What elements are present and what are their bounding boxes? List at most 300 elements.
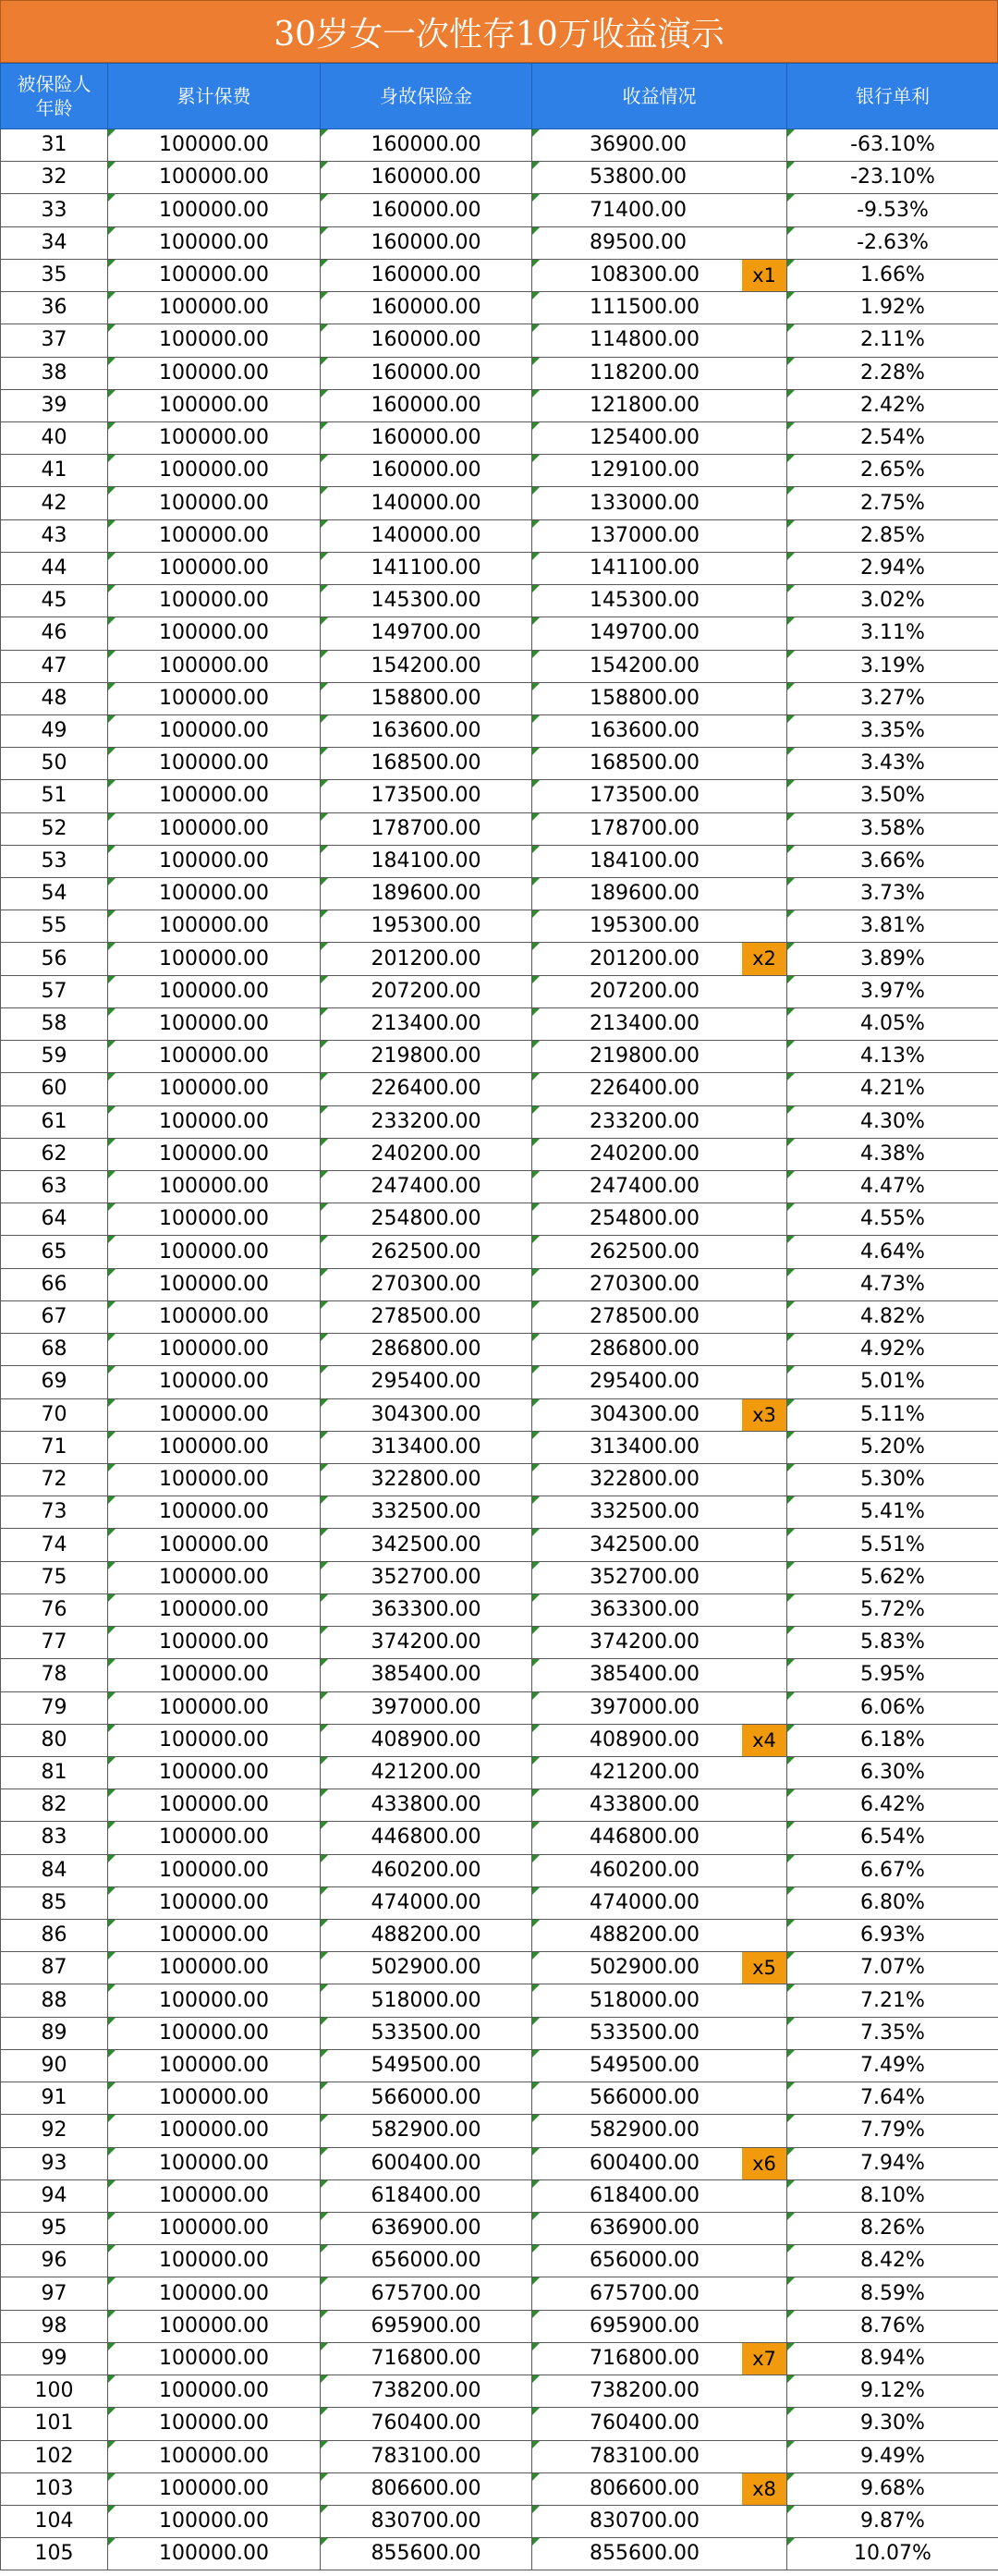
age-cell-text: 82 xyxy=(41,1793,67,1817)
death-benefit-cell-text: 474000.00 xyxy=(371,1890,481,1914)
table-row xyxy=(1,1627,998,1659)
premium-cell-text: 100000.00 xyxy=(159,1239,269,1264)
premium-cell-text: 100000.00 xyxy=(159,653,269,678)
value-cell-text: 207200.00 xyxy=(590,979,700,1003)
value-cell-text: 342500.00 xyxy=(590,1532,700,1557)
death-benefit-cell xyxy=(321,943,532,975)
table-row xyxy=(1,1398,998,1431)
age-cell-text: 88 xyxy=(41,1988,67,2012)
rate-cell-text: 7.64% xyxy=(860,2086,925,2110)
premium-cell-text: 100000.00 xyxy=(159,1890,269,1914)
table-row xyxy=(1,1431,998,1463)
age-cell xyxy=(1,1203,108,1236)
death-benefit-cell-text: 295400.00 xyxy=(371,1370,481,1394)
premium-cell xyxy=(108,2017,321,2049)
death-benefit-cell-text: 140000.00 xyxy=(371,491,481,515)
death-benefit-cell-text: 154200.00 xyxy=(371,653,481,678)
death-benefit-cell-text: 160000.00 xyxy=(371,133,481,157)
rate-cell-text: 5.01% xyxy=(860,1370,925,1394)
rate-cell xyxy=(787,975,998,1007)
age-cell xyxy=(1,878,108,910)
rate-cell xyxy=(787,1756,998,1789)
premium-cell-text: 100000.00 xyxy=(159,2509,269,2533)
table-row xyxy=(1,2245,998,2277)
rate-cell xyxy=(787,1496,998,1529)
value-cell-text: 158800.00 xyxy=(590,686,700,710)
death-benefit-cell xyxy=(321,1593,532,1626)
premium-cell-text: 100000.00 xyxy=(159,1044,269,1068)
age-cell xyxy=(1,2049,108,2082)
premium-cell xyxy=(108,812,321,845)
age-cell xyxy=(1,357,108,389)
rate-cell xyxy=(787,1984,998,2017)
table-row xyxy=(1,845,998,877)
premium-cell xyxy=(108,552,321,584)
death-benefit-cell-text: 460200.00 xyxy=(371,1858,481,1882)
rate-cell xyxy=(787,2440,998,2472)
rate-cell-text: 3.89% xyxy=(860,946,925,971)
value-cell xyxy=(532,2213,787,2245)
table-row xyxy=(1,2538,998,2570)
value-cell xyxy=(532,1529,787,1561)
value-cell xyxy=(532,1236,787,1268)
death-benefit-cell xyxy=(321,259,532,291)
death-benefit-cell-text: 240200.00 xyxy=(371,1141,481,1166)
rate-cell xyxy=(787,812,998,845)
table-row xyxy=(1,910,998,943)
table-row xyxy=(1,324,998,357)
value-cell xyxy=(532,2082,787,2115)
death-benefit-cell-text: 618400.00 xyxy=(371,2183,481,2207)
value-cell-text: 855600.00 xyxy=(590,2542,700,2566)
rate-cell xyxy=(787,780,998,812)
value-cell-text: 286800.00 xyxy=(590,1337,700,1361)
rate-cell-text: 7.07% xyxy=(860,1956,925,1980)
premium-cell xyxy=(108,1789,321,1822)
premium-cell-text: 100000.00 xyxy=(159,165,269,189)
multiplier-badge: x2 xyxy=(742,943,786,974)
table-row xyxy=(1,162,998,194)
premium-cell xyxy=(108,1041,321,1073)
value-cell xyxy=(532,682,787,714)
rate-cell xyxy=(787,617,998,650)
premium-cell-text: 100000.00 xyxy=(159,686,269,710)
rate-cell-text: 3.19% xyxy=(860,653,925,678)
value-cell xyxy=(532,1398,787,1431)
rate-cell-text: 5.30% xyxy=(860,1468,925,1492)
table-row xyxy=(1,1561,998,1593)
rate-cell xyxy=(787,1431,998,1463)
value-cell xyxy=(532,421,787,454)
rate-cell xyxy=(787,389,998,421)
rate-cell-text: 7.79% xyxy=(860,2118,925,2143)
value-cell xyxy=(532,1105,787,1138)
age-cell xyxy=(1,1756,108,1789)
premium-cell-text: 100000.00 xyxy=(159,784,269,808)
table-row xyxy=(1,2017,998,2049)
rate-cell-text: -63.10% xyxy=(850,133,935,157)
value-cell xyxy=(532,1984,787,2017)
premium-cell xyxy=(108,910,321,943)
value-cell xyxy=(532,1920,787,1952)
age-cell-text: 40 xyxy=(41,426,67,450)
multiplier-badge: x8 xyxy=(742,2473,786,2505)
value-cell xyxy=(532,2147,787,2179)
value-cell-text: 760400.00 xyxy=(590,2411,700,2436)
premium-cell-text: 100000.00 xyxy=(159,1761,269,1785)
death-benefit-cell-text: 636900.00 xyxy=(371,2216,481,2240)
rate-cell-text: 6.80% xyxy=(860,1890,925,1914)
premium-cell-text: 100000.00 xyxy=(159,1175,269,1199)
rate-cell-text: 9.49% xyxy=(860,2444,925,2468)
value-cell-text: 213400.00 xyxy=(590,1012,700,1036)
value-cell-text: 636900.00 xyxy=(590,2216,700,2240)
age-cell xyxy=(1,519,108,552)
rate-cell-text: 5.20% xyxy=(860,1435,925,1459)
age-cell xyxy=(1,650,108,682)
death-benefit-cell-text: 160000.00 xyxy=(371,198,481,222)
multiplier-badge: x1 xyxy=(742,260,786,291)
rate-cell xyxy=(787,2115,998,2147)
death-benefit-cell-text: 189600.00 xyxy=(371,882,481,906)
death-benefit-cell xyxy=(321,2245,532,2277)
value-cell xyxy=(532,357,787,389)
age-cell-text: 96 xyxy=(41,2249,67,2273)
death-benefit-cell xyxy=(321,2538,532,2570)
death-benefit-cell xyxy=(321,1854,532,1886)
value-cell-text: 53800.00 xyxy=(590,165,687,189)
death-benefit-cell xyxy=(321,714,532,747)
value-cell xyxy=(532,487,787,519)
premium-cell-text: 100000.00 xyxy=(159,589,269,613)
premium-cell-text: 100000.00 xyxy=(159,393,269,417)
table-row xyxy=(1,650,998,682)
rate-cell xyxy=(787,552,998,584)
age-cell-text: 80 xyxy=(41,1728,67,1752)
table-row xyxy=(1,585,998,617)
age-cell xyxy=(1,1691,108,1724)
header-row xyxy=(1,64,998,129)
age-cell xyxy=(1,1724,108,1756)
death-benefit-cell xyxy=(321,1952,532,1984)
value-cell-text: 168500.00 xyxy=(590,751,700,775)
rate-cell-text: 3.58% xyxy=(860,816,925,840)
death-benefit-cell-text: 149700.00 xyxy=(371,621,481,645)
age-cell xyxy=(1,1593,108,1626)
age-cell xyxy=(1,259,108,291)
value-cell-text: 184100.00 xyxy=(590,848,700,873)
rate-cell xyxy=(787,714,998,747)
value-cell-text: 738200.00 xyxy=(590,2379,700,2403)
value-cell xyxy=(532,1789,787,1822)
death-benefit-cell-text: 160000.00 xyxy=(371,458,481,482)
death-benefit-cell xyxy=(321,487,532,519)
age-cell-text: 39 xyxy=(41,393,67,417)
table-row xyxy=(1,2213,998,2245)
age-cell-text: 48 xyxy=(41,686,67,710)
age-cell xyxy=(1,2310,108,2342)
age-cell-text: 66 xyxy=(41,1272,67,1296)
premium-cell-text: 100000.00 xyxy=(159,1337,269,1361)
value-cell xyxy=(532,650,787,682)
premium-cell xyxy=(108,1236,321,1268)
death-benefit-cell xyxy=(321,1007,532,1040)
table-row xyxy=(1,421,998,454)
value-cell-text: 149700.00 xyxy=(590,621,700,645)
table-row xyxy=(1,1920,998,1952)
value-cell-text: 783100.00 xyxy=(590,2444,700,2468)
death-benefit-cell xyxy=(321,2277,532,2310)
death-benefit-cell xyxy=(321,1659,532,1691)
premium-cell-text: 100000.00 xyxy=(159,2183,269,2207)
rate-cell xyxy=(787,1659,998,1691)
age-cell xyxy=(1,129,108,162)
premium-cell-text: 100000.00 xyxy=(159,751,269,775)
age-cell xyxy=(1,292,108,324)
premium-cell xyxy=(108,1463,321,1496)
table-row xyxy=(1,2440,998,2472)
premium-cell-text: 100000.00 xyxy=(159,621,269,645)
death-benefit-cell-text: 278500.00 xyxy=(371,1304,481,1328)
death-benefit-cell xyxy=(321,1561,532,1593)
table-row xyxy=(1,1789,998,1822)
premium-cell xyxy=(108,2147,321,2179)
multiplier-badge: x3 xyxy=(742,1399,786,1431)
death-benefit-cell xyxy=(321,1041,532,1073)
premium-cell xyxy=(108,1691,321,1724)
value-cell xyxy=(532,389,787,421)
value-cell-text: 137000.00 xyxy=(590,523,700,547)
death-benefit-cell-text: 600400.00 xyxy=(371,2151,481,2175)
value-cell xyxy=(532,1366,787,1398)
value-cell-text: 114800.00 xyxy=(590,328,700,352)
rate-cell-text: 7.21% xyxy=(860,1988,925,2012)
rate-cell xyxy=(787,2017,998,2049)
death-benefit-cell xyxy=(321,617,532,650)
value-cell-text: 270300.00 xyxy=(590,1272,700,1296)
premium-cell-text: 100000.00 xyxy=(159,1141,269,1166)
age-cell xyxy=(1,2538,108,2570)
premium-cell xyxy=(108,1171,321,1203)
age-cell-text: 72 xyxy=(41,1468,67,1492)
table-row xyxy=(1,1105,998,1138)
premium-cell-text: 100000.00 xyxy=(159,1663,269,1687)
value-cell xyxy=(532,2472,787,2505)
death-benefit-cell xyxy=(321,585,532,617)
premium-cell xyxy=(108,2082,321,2115)
death-benefit-cell xyxy=(321,2213,532,2245)
premium-cell-text: 100000.00 xyxy=(159,2151,269,2175)
premium-cell xyxy=(108,1398,321,1431)
rate-cell-text: 7.49% xyxy=(860,2054,925,2078)
rate-cell xyxy=(787,1171,998,1203)
death-benefit-cell xyxy=(321,1334,532,1366)
rate-cell-text: 2.11% xyxy=(860,328,925,352)
value-cell-text: 154200.00 xyxy=(590,653,700,678)
death-benefit-cell xyxy=(321,878,532,910)
value-cell xyxy=(532,1463,787,1496)
premium-cell-text: 100000.00 xyxy=(159,2542,269,2566)
rate-cell-text: 2.42% xyxy=(860,393,925,417)
age-cell-text: 54 xyxy=(41,882,67,906)
rate-cell xyxy=(787,259,998,291)
rate-cell xyxy=(787,682,998,714)
death-benefit-cell xyxy=(321,2505,532,2537)
header-death-benefit: 身故保险金 xyxy=(321,64,532,129)
age-cell xyxy=(1,1007,108,1040)
table-row xyxy=(1,194,998,226)
age-cell-text: 47 xyxy=(41,653,67,678)
multiplier-badge: x4 xyxy=(742,1725,786,1756)
premium-cell-text: 100000.00 xyxy=(159,719,269,743)
death-benefit-cell xyxy=(321,910,532,943)
value-cell xyxy=(532,1724,787,1756)
age-cell-text: 95 xyxy=(41,2216,67,2240)
table-row xyxy=(1,1724,998,1756)
age-cell-text: 62 xyxy=(41,1141,67,1166)
age-cell-text: 69 xyxy=(41,1370,67,1394)
age-cell-text: 41 xyxy=(41,458,67,482)
value-cell-text: 518000.00 xyxy=(590,1988,700,2012)
table-row xyxy=(1,1236,998,1268)
premium-cell xyxy=(108,2342,321,2375)
death-benefit-cell-text: 160000.00 xyxy=(371,230,481,254)
age-cell-text: 98 xyxy=(41,2314,67,2338)
value-cell xyxy=(532,2538,787,2570)
value-cell-text: 254800.00 xyxy=(590,1207,700,1231)
age-cell xyxy=(1,975,108,1007)
table-row xyxy=(1,1203,998,1236)
rate-cell-text: 3.50% xyxy=(860,784,925,808)
value-cell xyxy=(532,2375,787,2408)
age-cell xyxy=(1,2179,108,2212)
age-cell-text: 64 xyxy=(41,1207,67,1231)
premium-cell-text: 100000.00 xyxy=(159,1109,269,1133)
death-benefit-cell-text: 533500.00 xyxy=(371,2021,481,2045)
premium-cell xyxy=(108,194,321,226)
age-cell xyxy=(1,2440,108,2472)
age-cell-text: 73 xyxy=(41,1500,67,1524)
age-cell xyxy=(1,1105,108,1138)
premium-cell xyxy=(108,324,321,357)
age-cell xyxy=(1,1561,108,1593)
death-benefit-cell-text: 160000.00 xyxy=(371,360,481,385)
value-cell-text: 618400.00 xyxy=(590,2183,700,2207)
age-cell xyxy=(1,2213,108,2245)
value-cell-text: 36900.00 xyxy=(590,133,687,157)
table-row xyxy=(1,226,998,259)
value-cell xyxy=(532,129,787,162)
premium-cell xyxy=(108,1627,321,1659)
table-row xyxy=(1,2082,998,2115)
age-cell-text: 34 xyxy=(41,230,67,254)
age-cell-text: 32 xyxy=(41,165,67,189)
age-cell-text: 84 xyxy=(41,1858,67,1882)
value-cell-text: 295400.00 xyxy=(590,1370,700,1394)
death-benefit-cell xyxy=(321,455,532,487)
premium-cell xyxy=(108,1724,321,1756)
rate-cell xyxy=(787,2147,998,2179)
premium-cell xyxy=(108,519,321,552)
table-row xyxy=(1,2179,998,2212)
death-benefit-cell-text: 830700.00 xyxy=(371,2509,481,2533)
table-row xyxy=(1,1886,998,1919)
premium-cell-text: 100000.00 xyxy=(159,1435,269,1459)
premium-cell xyxy=(108,1561,321,1593)
premium-cell-text: 100000.00 xyxy=(159,1923,269,1947)
premium-cell xyxy=(108,1593,321,1626)
rate-cell-text: 8.76% xyxy=(860,2314,925,2338)
premium-cell xyxy=(108,2440,321,2472)
age-cell-text: 45 xyxy=(41,589,67,613)
table-row xyxy=(1,1496,998,1529)
age-cell-text: 78 xyxy=(41,1663,67,1687)
age-cell xyxy=(1,2115,108,2147)
premium-cell xyxy=(108,2277,321,2310)
value-cell-text: 240200.00 xyxy=(590,1141,700,1166)
rate-cell xyxy=(787,1627,998,1659)
premium-cell xyxy=(108,1105,321,1138)
premium-cell-text: 100000.00 xyxy=(159,133,269,157)
rate-cell xyxy=(787,1920,998,1952)
death-benefit-cell-text: 160000.00 xyxy=(371,296,481,320)
age-cell xyxy=(1,1854,108,1886)
rate-cell-text: 5.95% xyxy=(860,1663,925,1687)
rate-cell xyxy=(787,1138,998,1170)
rate-cell-text: 5.51% xyxy=(860,1532,925,1557)
premium-cell-text: 100000.00 xyxy=(159,2249,269,2273)
death-benefit-cell xyxy=(321,129,532,162)
value-cell-text: 125400.00 xyxy=(590,426,700,450)
rate-cell xyxy=(787,2310,998,2342)
death-benefit-cell xyxy=(321,1920,532,1952)
table-row xyxy=(1,1463,998,1496)
rate-cell xyxy=(787,1007,998,1040)
value-cell-text: 145300.00 xyxy=(590,589,700,613)
table-row xyxy=(1,812,998,845)
table-row xyxy=(1,2505,998,2537)
death-benefit-cell-text: 582900.00 xyxy=(371,2118,481,2143)
value-cell-text: 488200.00 xyxy=(590,1923,700,1947)
table-row xyxy=(1,2049,998,2082)
death-benefit-cell-text: 446800.00 xyxy=(371,1825,481,1850)
death-benefit-cell-text: 213400.00 xyxy=(371,1012,481,1036)
age-cell-text: 37 xyxy=(41,328,67,352)
value-cell xyxy=(532,845,787,877)
value-cell xyxy=(532,1952,787,1984)
age-cell xyxy=(1,1236,108,1268)
rate-cell xyxy=(787,1300,998,1333)
premium-cell-text: 100000.00 xyxy=(159,458,269,482)
age-cell-text: 81 xyxy=(41,1761,67,1785)
death-benefit-cell-text: 160000.00 xyxy=(371,328,481,352)
table-row xyxy=(1,2277,998,2310)
premium-cell xyxy=(108,585,321,617)
age-cell xyxy=(1,1463,108,1496)
value-cell xyxy=(532,2408,787,2440)
table-row xyxy=(1,1756,998,1789)
rate-cell-text: 4.64% xyxy=(860,1239,925,1264)
age-cell-text: 74 xyxy=(41,1532,67,1557)
rate-cell xyxy=(787,129,998,162)
age-cell-text: 90 xyxy=(41,2054,67,2078)
premium-cell-text: 100000.00 xyxy=(159,230,269,254)
age-cell xyxy=(1,2017,108,2049)
value-cell xyxy=(532,1756,787,1789)
value-cell xyxy=(532,975,787,1007)
table-row xyxy=(1,2375,998,2408)
premium-cell-text: 100000.00 xyxy=(159,491,269,515)
